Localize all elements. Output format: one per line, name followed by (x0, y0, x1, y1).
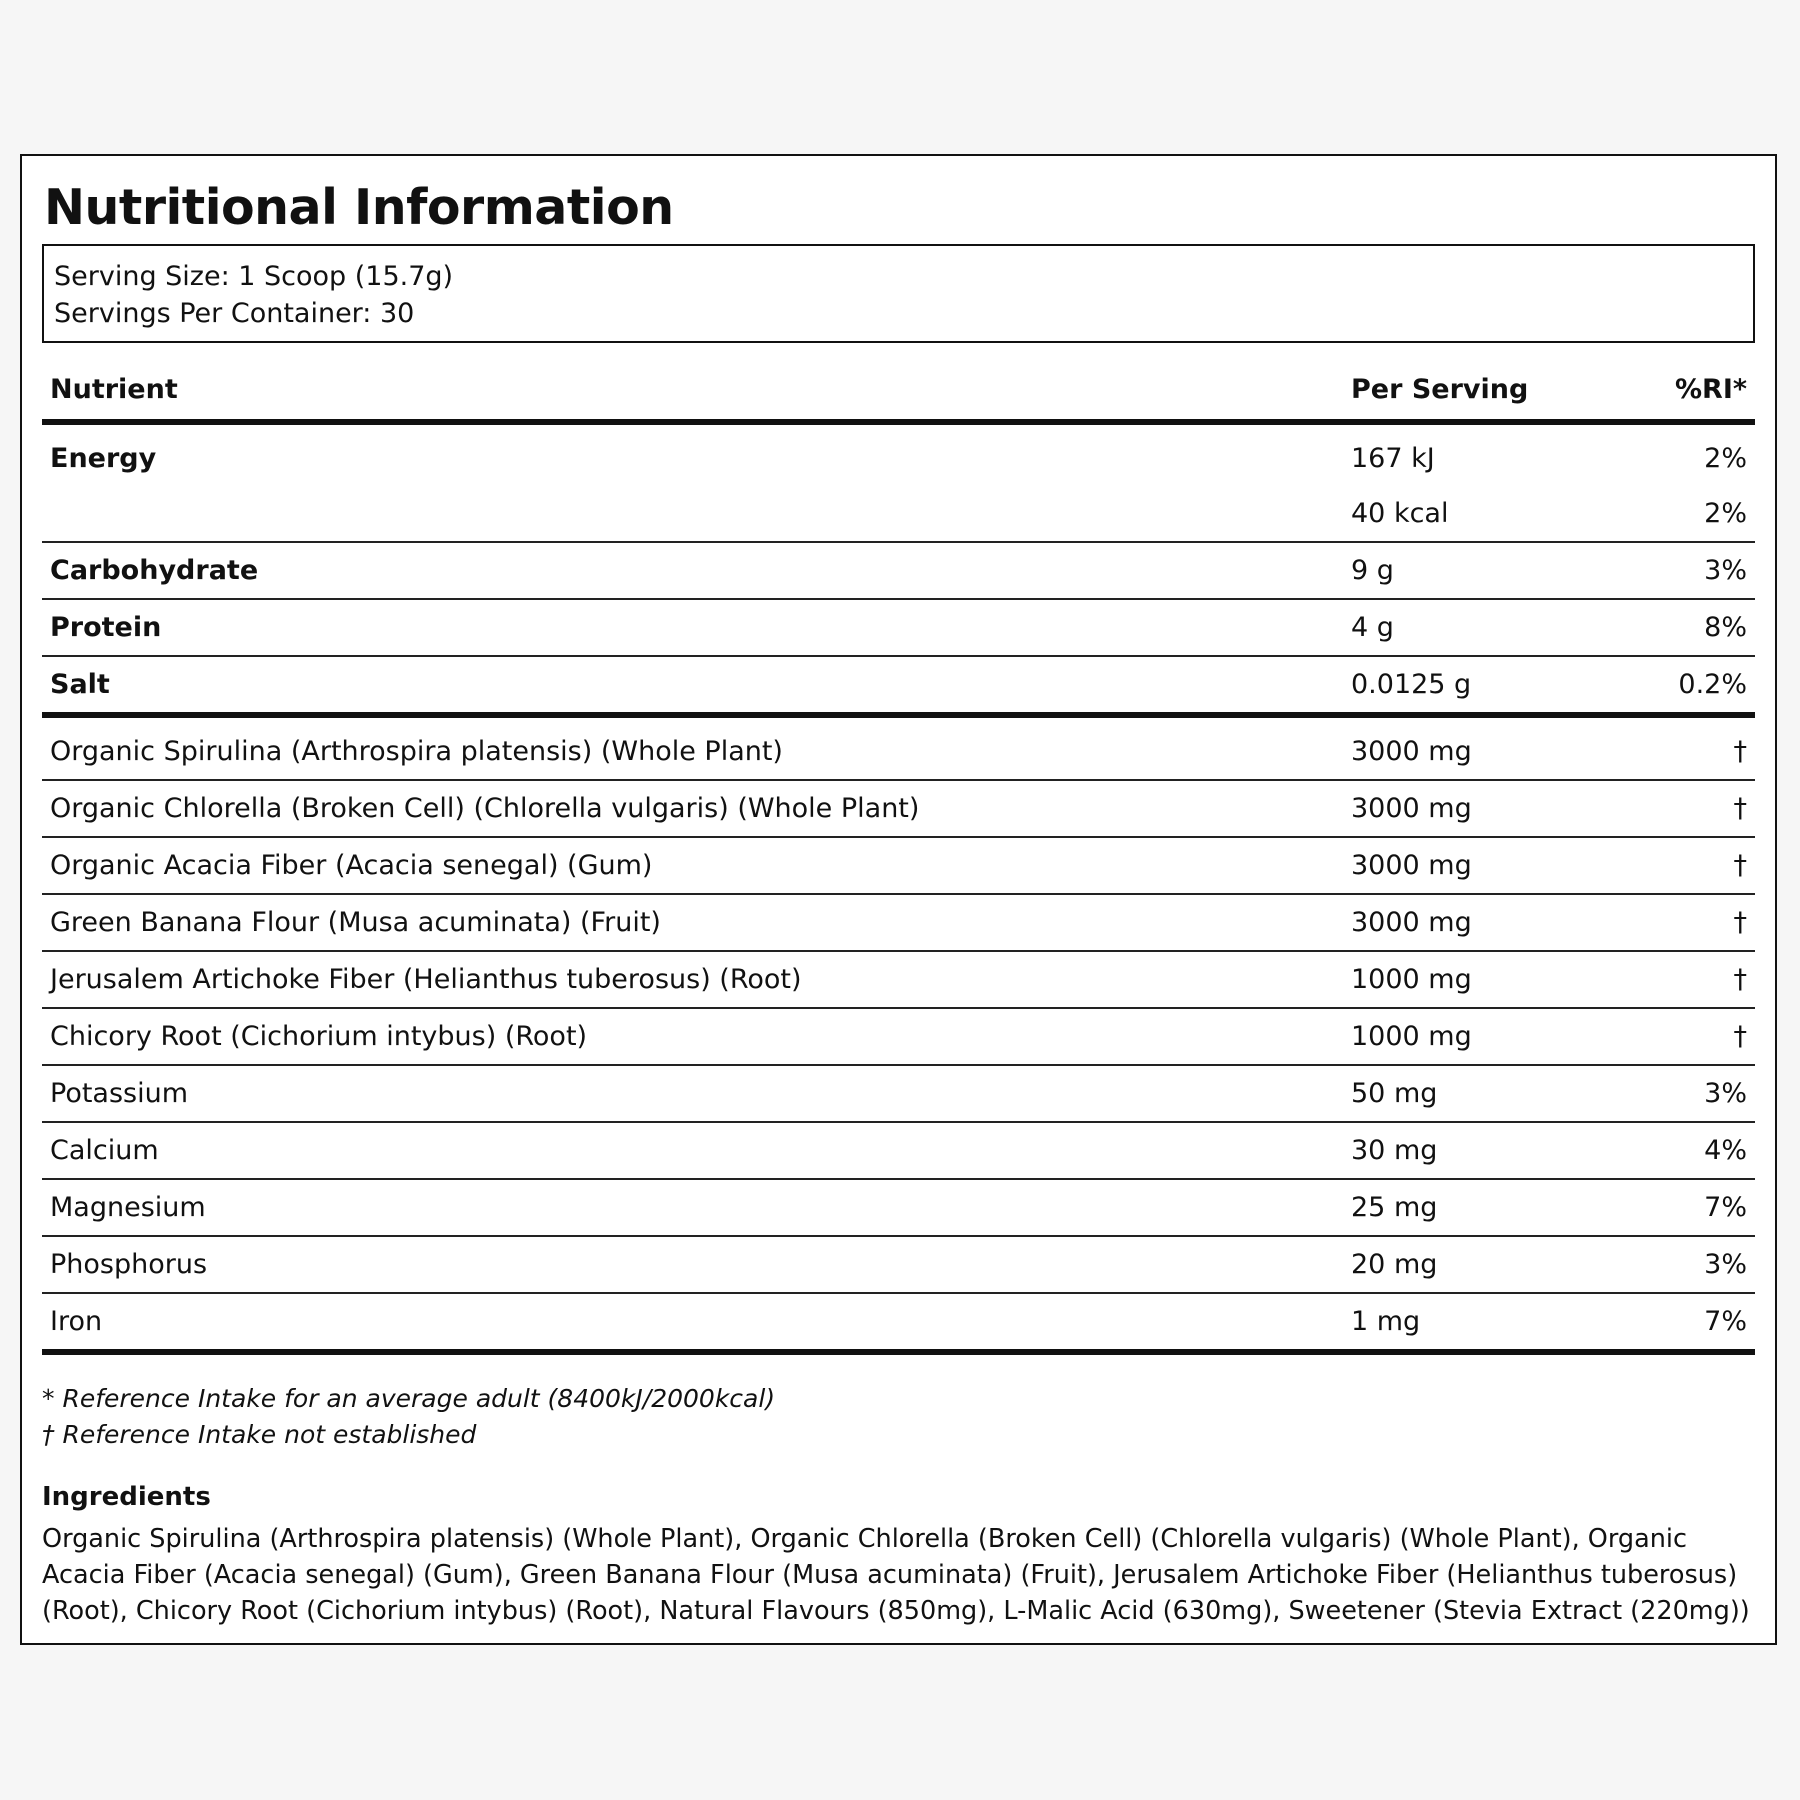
table-row (42, 1293, 1755, 1352)
table-row (42, 1179, 1755, 1236)
servings-per-container: Servings Per Container: 30 (54, 298, 415, 329)
ri-value: 8% (1639, 599, 1755, 656)
nutrient-name: Organic Acacia Fiber (Acacia senegal) (Gum) (42, 837, 1343, 894)
table-row-energy-kcal (42, 486, 1755, 542)
nutrient-name: Iron (42, 1293, 1343, 1352)
footnotes (42, 1381, 1755, 1453)
table-row (42, 894, 1755, 951)
per-serving-value: 167 kJ (1351, 443, 1435, 474)
nutrient-name: Phosphorus (42, 1236, 1343, 1293)
table-header-row (42, 367, 1755, 422)
nutrition-table (42, 367, 1755, 1355)
ri-value: 3% (1639, 1236, 1755, 1293)
header-per-serving: Per Serving (1343, 367, 1639, 422)
nutrition-panel (20, 154, 1777, 1645)
table-row (42, 837, 1755, 894)
header-ri: %RI* (1639, 367, 1755, 422)
ri-value: † (1639, 951, 1755, 1008)
ri-value: † (1639, 894, 1755, 951)
per-serving-value: 4 g (1343, 599, 1639, 656)
per-serving-value: 25 mg (1343, 1179, 1639, 1236)
ri-value: 2% (1639, 486, 1755, 542)
footnote-reference-intake: * Reference Intake for an average adult (8400kJ/2000kcal) (42, 1384, 776, 1413)
serving-size: Serving Size: 1 Scoop (15.7g) (54, 261, 454, 292)
nutrient-name (42, 486, 1343, 542)
ri-value: † (1639, 1008, 1755, 1065)
per-serving-value: 3000 mg (1343, 894, 1639, 951)
nutrient-name: Green Banana Flour (Musa acuminata) (Fruit) (42, 894, 1343, 951)
table-row (42, 656, 1755, 715)
nutrient-name: Energy (50, 443, 157, 474)
table-row (42, 1065, 1755, 1122)
per-serving-value: 3000 mg (1343, 780, 1639, 837)
per-serving-value: 40 kcal (1343, 486, 1639, 542)
table-row (42, 1122, 1755, 1179)
nutrient-name: Protein (42, 599, 1343, 656)
ingredients-text: Organic Spirulina (Arthrospira platensis) (Whole Plant), Organic Chlorella (Broken Cell) (Chlorella vulgaris) (Whole Plant), Organic Acacia Fiber (Acacia senegal) (Gum), Green Banana Flour (Musa acuminata) (Fruit), Jerusalem Artichoke Fiber (Helianthus tuberosus) (Root), Chicory Root (Cichorium intybus) (Root), Natural Flavours (850mg), L-Malic Acid (630mg), Sweetener (Stevia Extract (220mg)) (42, 1524, 1750, 1626)
table-row (42, 951, 1755, 1008)
table-row (42, 542, 1755, 599)
footnote-not-established: † Reference Intake not established (42, 1420, 477, 1449)
ri-value: 4% (1639, 1122, 1755, 1179)
per-serving-value: 9 g (1343, 542, 1639, 599)
serving-info-box (42, 244, 1755, 343)
per-serving-value: 20 mg (1343, 1236, 1639, 1293)
ri-value: 3% (1639, 542, 1755, 599)
per-serving-value: 0.0125 g (1343, 656, 1639, 715)
table-row (42, 715, 1755, 780)
ri-value: 3% (1639, 1065, 1755, 1122)
ri-value: † (1639, 715, 1755, 780)
ri-value: 7% (1639, 1293, 1755, 1352)
table-row (42, 1236, 1755, 1293)
nutrient-name: Organic Chlorella (Broken Cell) (Chlorella vulgaris) (Whole Plant) (42, 780, 1343, 837)
ri-value: 0.2% (1639, 656, 1755, 715)
per-serving-value: 50 mg (1343, 1065, 1639, 1122)
ri-value: 2% (1704, 443, 1747, 474)
ri-value: 7% (1639, 1179, 1755, 1236)
nutrient-name: Magnesium (42, 1179, 1343, 1236)
per-serving-value: 1 mg (1343, 1293, 1639, 1352)
ingredients-heading: Ingredients (42, 1482, 211, 1512)
nutrient-name: Carbohydrate (42, 542, 1343, 599)
table-row-energy-kj (42, 422, 1755, 486)
nutrient-name: Potassium (42, 1065, 1343, 1122)
nutrient-name: Salt (42, 656, 1343, 715)
header-nutrient: Nutrient (42, 367, 1343, 422)
per-serving-value: 1000 mg (1343, 951, 1639, 1008)
ri-value: † (1639, 837, 1755, 894)
per-serving-value: 3000 mg (1343, 715, 1639, 780)
nutrient-name: Organic Spirulina (Arthrospira platensis) (Whole Plant) (42, 715, 1343, 780)
nutrient-name: Jerusalem Artichoke Fiber (Helianthus tuberosus) (Root) (42, 951, 1343, 1008)
ri-value: † (1639, 780, 1755, 837)
nutrient-name: Chicory Root (Cichorium intybus) (Root) (42, 1008, 1343, 1065)
per-serving-value: 1000 mg (1343, 1008, 1639, 1065)
table-row (42, 1008, 1755, 1065)
table-row (42, 599, 1755, 656)
page-title: Nutritional Information (44, 179, 674, 236)
per-serving-value: 30 mg (1343, 1122, 1639, 1179)
table-row (42, 780, 1755, 837)
nutrient-name: Calcium (42, 1122, 1343, 1179)
per-serving-value: 3000 mg (1343, 837, 1639, 894)
